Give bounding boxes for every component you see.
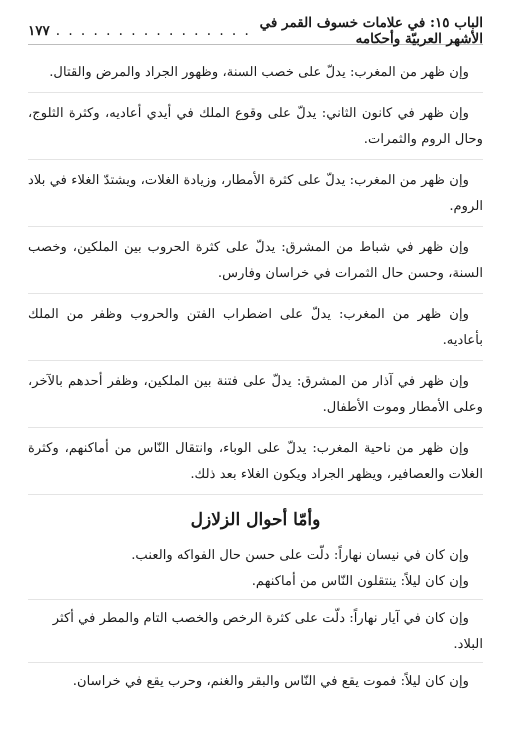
- text-line: وإن كان في آيار نهاراً: دلّت على كثرة الرخص والخصب التام والمطر في أكثر البلاد.: [28, 606, 483, 663]
- paragraph: وإن ظهر من المغرب: يدلّ على اضطراب الفتن والحروب وظفر من الملك بأعاديه.: [28, 302, 483, 361]
- text-line: وإن كان في نيسان نهاراً: دلّت على حسن حال الفواكه والعنب.: [131, 548, 469, 563]
- paragraph: وإن ظهر من المغرب: يدلّ على خصب السنة، وظهور الجراد والمرض والقتال.: [28, 60, 483, 93]
- paragraph: وإن ظهر في آذار من المشرق: يدلّ على فتنة بين الملكين، وظفر أحدهم بالآخر، وعلى الأمطار وموت الأطفال.: [28, 369, 483, 428]
- running-header: [28, 15, 483, 47]
- section-heading: وأمّا أحوال الزلازل: [190, 510, 321, 530]
- page-body: [28, 60, 483, 695]
- text-line: وإن كان ليلاً: ينتقلون النّاس من أماكنهم.: [28, 569, 483, 600]
- page-number: ١٧٧: [28, 23, 50, 39]
- header-leader-dots: . . . . . . . . . . . . . . . .: [55, 23, 251, 39]
- paragraph: وإن ظهر في شباط من المشرق: يدلّ على كثرة الحروب بين الملكين، وخصب السنة، وحسن حال الثمرات في خراسان وفارس.: [28, 235, 483, 294]
- header-title: الباب ١٥: في علامات خسوف القمر في الأشهر العربيّة وأحكامه: [259, 15, 483, 47]
- paragraph: وإن ظهر من ناحية المغرب: يدلّ على الوباء، وانتقال النّاس من أماكنهم، وكثرة الغلات والعصافير، ويظهر الجراد ويكون الغلاء بعد ذلك.: [28, 436, 483, 495]
- paragraph: وإن ظهر في كانون الثاني: يدلّ على وقوع الملك في أيدي أعاديه، وكثرة الثلوج، وحال الروم والثمرات.: [28, 101, 483, 160]
- text-line: وإن كان ليلاً: فموت يقع في النّاس والبقر والغنم، وحرب يقع في خراسان.: [72, 674, 469, 689]
- paragraph: وإن ظهر من المغرب: يدلّ على كثرة الأمطار، وزيادة الغلات، ويشتدّ الغلاء في بلاد الروم.: [28, 168, 483, 227]
